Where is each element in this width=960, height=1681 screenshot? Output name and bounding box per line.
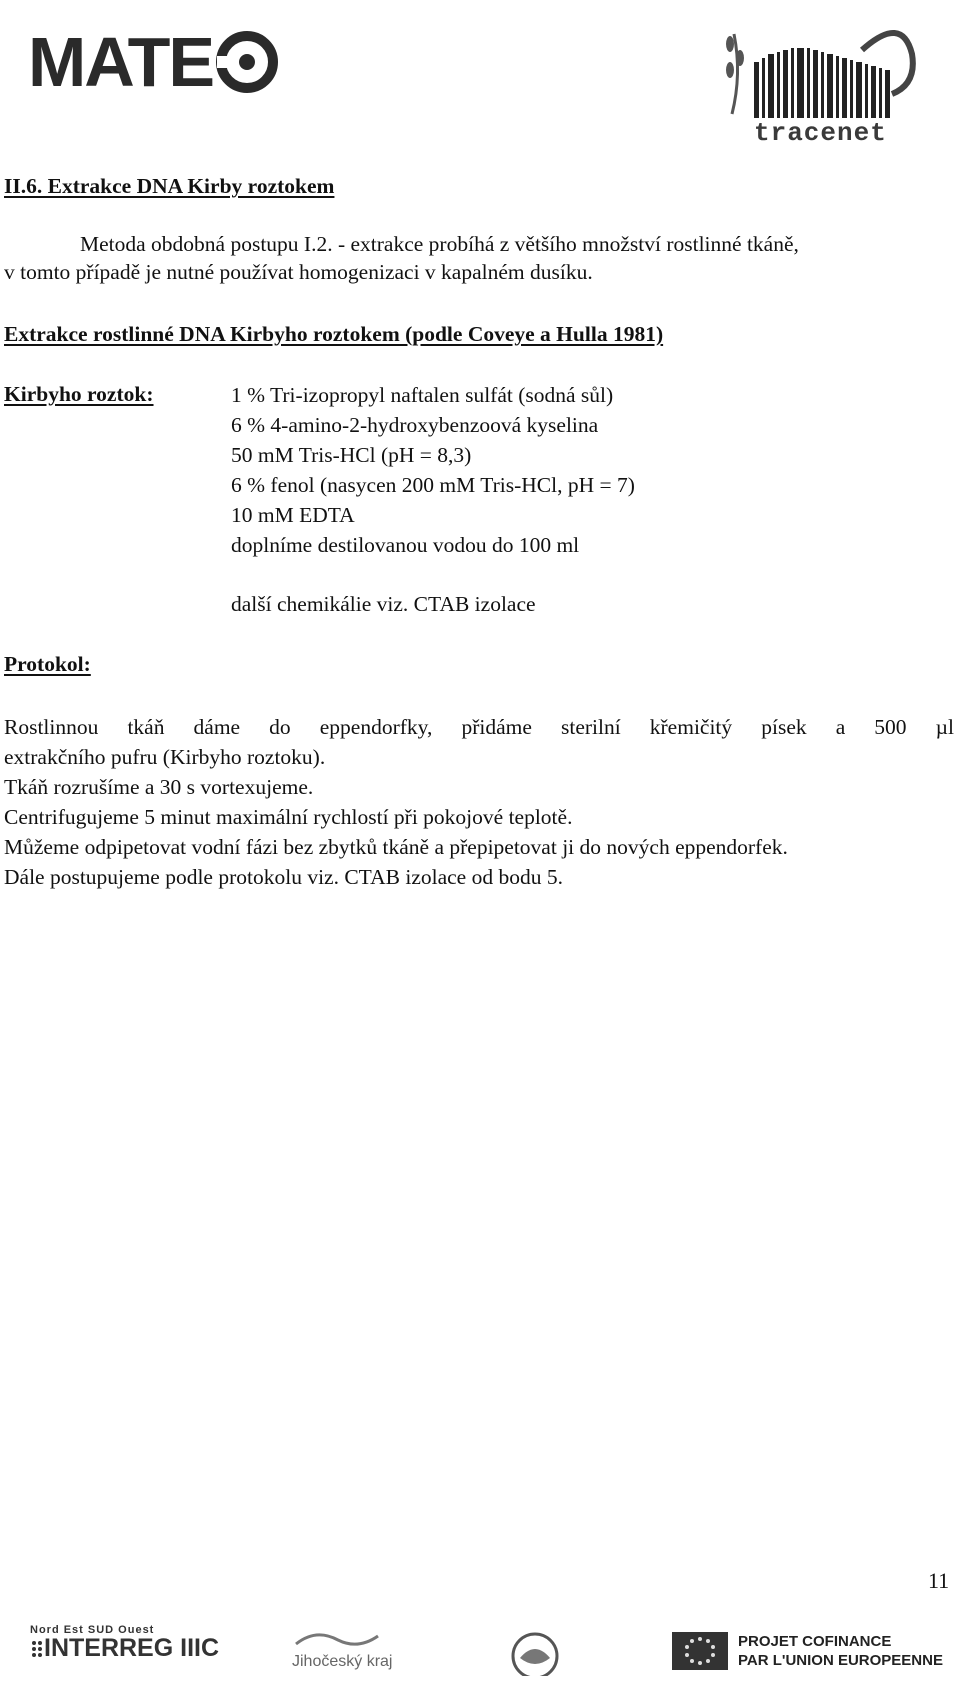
protocol-line: Můžeme odpipetovat vodní fázi bez zbytků tkáně a přepipetovat ji do nových eppendorfek. <box>4 835 788 859</box>
interreg-subtitle: Nord Est SUD Ouest <box>30 1624 155 1636</box>
recipe-item: 6 % 4-amino-2-hydroxybenzoová kyselina <box>231 413 599 437</box>
footer-logos <box>0 1620 960 1676</box>
recipe-item: doplníme destilovanou vodou do 100 ml <box>231 533 580 557</box>
subsection-title: Extrakce rostlinné DNA Kirbyho roztokem (podle Coveye a Hulla 1981) <box>4 322 664 346</box>
page-number: 11 <box>928 1568 950 1593</box>
mateo-logo-text: MATE <box>28 23 214 101</box>
jihocesky-logo <box>292 1630 392 1671</box>
recipe-item: 1 % Tri-izopropyl naftalen sulfát (sodná sůl) <box>231 383 614 407</box>
intro-line-2: v tomto případě je nutné používat homogenizaci v kapalném dusíku. <box>4 260 593 284</box>
interreg-title: INTERREG IIIC <box>44 1634 220 1662</box>
jihocesky-text: Jihočeský kraj <box>292 1653 393 1670</box>
protocol-text <box>4 712 954 892</box>
recipe-item: 10 mM EDTA <box>231 503 355 527</box>
recipe-list <box>231 380 635 560</box>
eu-line-2: PAR L'UNION EUROPEENNE <box>738 1652 943 1669</box>
mateo-o-icon <box>215 30 279 94</box>
protocol-line: Dále postupujeme podle protokolu viz. CTAB izolace od bodu 5. <box>4 865 563 889</box>
intro-line-1: Metoda obdobná postupu I.2. - extrakce probíhá z většího množství rostlinné tkáně, <box>80 232 799 256</box>
recipe-item: 50 mM Tris-HCl (pH = 8,3) <box>231 443 472 467</box>
protocol-line: Rostlinnou tkáň dáme do eppendorfky, přidáme sterilní křemičitý písek a 500 µl <box>4 715 954 739</box>
eu-text <box>738 1632 943 1670</box>
other-chemicals-note: další chemikálie viz. CTAB izolace <box>231 592 536 616</box>
eu-cofinance-logo <box>672 1632 943 1670</box>
protocol-line: Centrifugujeme 5 minut maximální rychlostí při pokojové teplotě. <box>4 805 573 829</box>
kirby-solution-label: Kirbyho roztok: <box>4 382 154 406</box>
jihocesky-wave-icon <box>292 1630 382 1648</box>
protocol-line: Tkáň rozrušíme a 30 s vortexujeme. <box>4 775 314 799</box>
seal-icon <box>500 1626 570 1676</box>
tracenet-logo <box>712 14 952 148</box>
recipe-item: 6 % fenol (nasycen 200 mM Tris-HCl, pH = 7) <box>231 473 635 497</box>
protocol-line: extrakčního pufru (Kirbyho roztoku). <box>4 745 326 769</box>
tracenet-logo-text: tracenet <box>754 118 887 148</box>
mateo-logo <box>28 22 279 102</box>
interreg-dots-icon <box>30 1637 44 1661</box>
interreg-title-row <box>30 1634 219 1663</box>
ministry-seal <box>500 1626 570 1681</box>
eu-line-1: PROJET COFINANCE <box>738 1633 892 1650</box>
barcode-icon <box>712 14 952 124</box>
interreg-logo <box>30 1624 219 1663</box>
eu-flag-icon <box>672 1632 728 1670</box>
protocol-label: Protokol: <box>4 652 91 676</box>
section-title: II.6. Extrakce DNA Kirby roztokem <box>4 174 335 198</box>
